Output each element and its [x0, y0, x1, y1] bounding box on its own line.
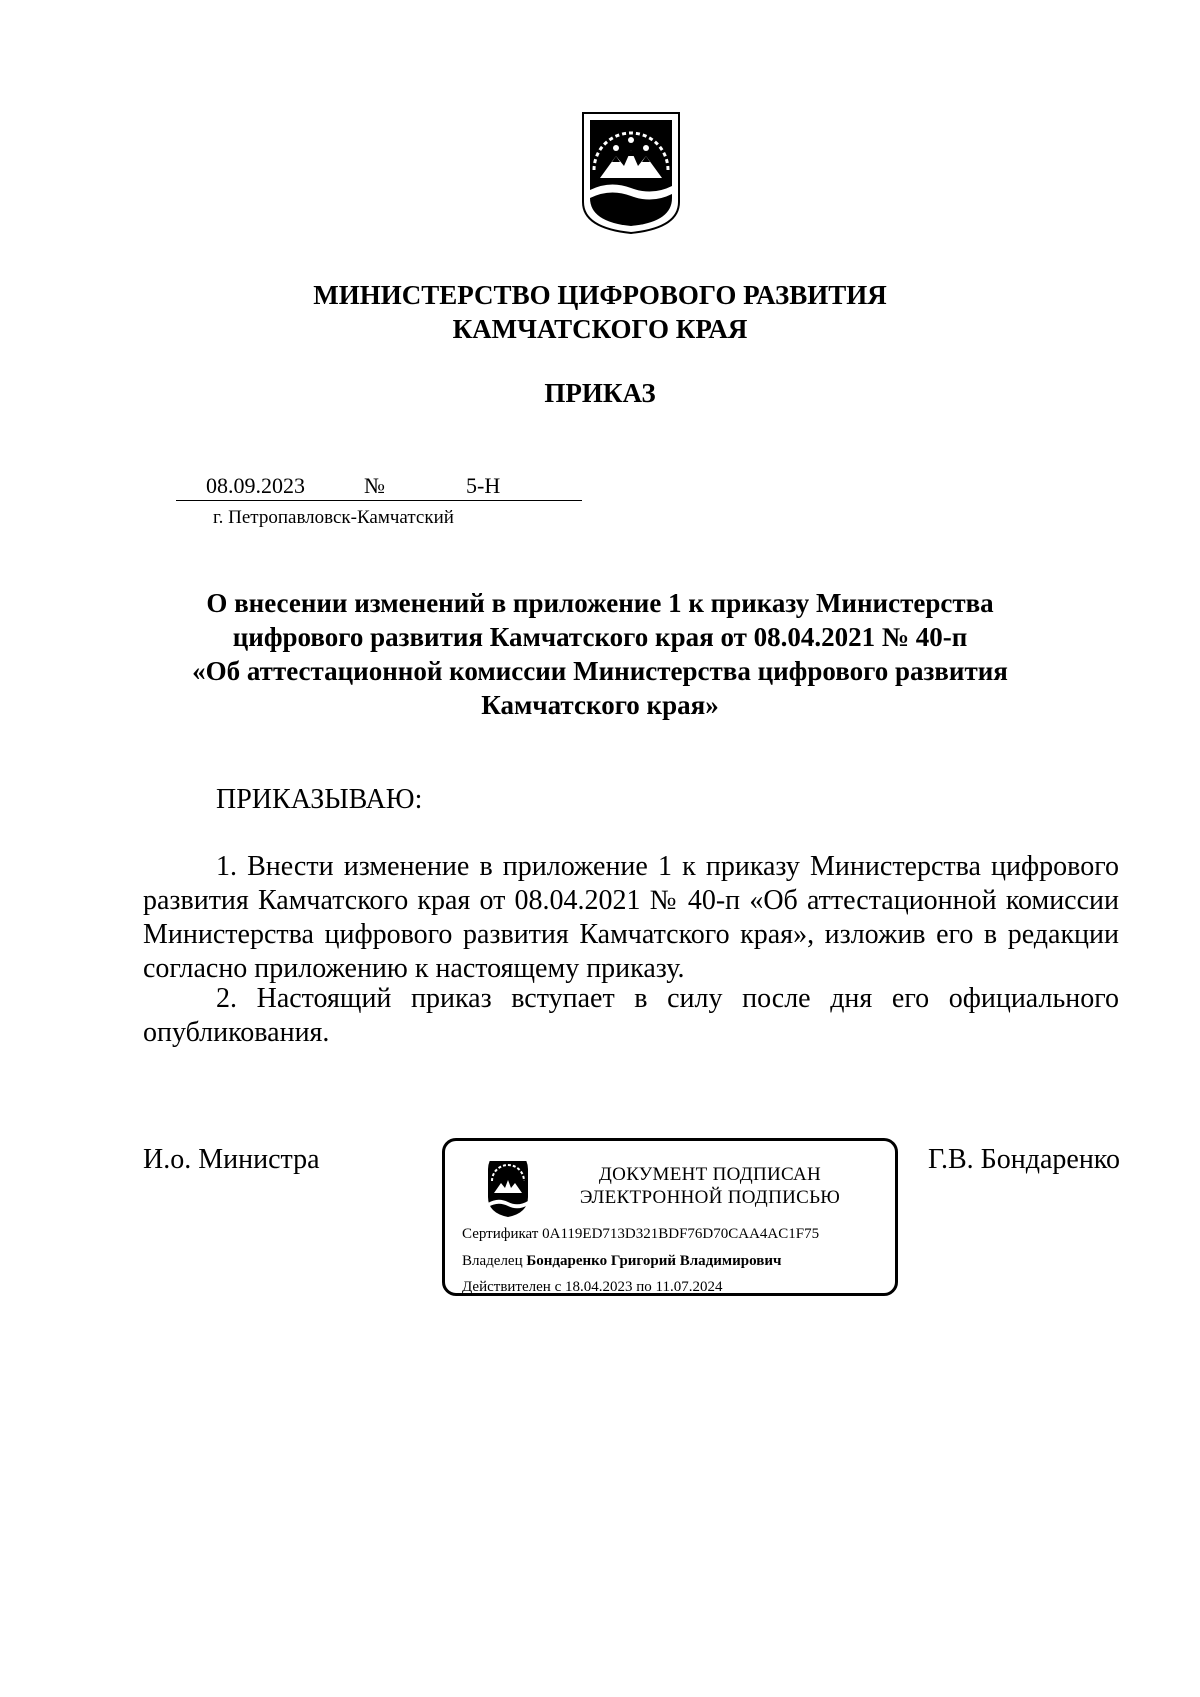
title-line4: Камчатского края» — [481, 690, 719, 720]
stamp-validity — [462, 1279, 722, 1296]
title-line1: О внесении изменений в приложение 1 к приказу Министерства — [206, 588, 994, 618]
document-number: 5-Н — [466, 473, 501, 498]
document-city: г. Петропавловск-Камчатский — [213, 507, 454, 528]
owner-value: Бондаренко Григорий Владимирович — [526, 1253, 782, 1269]
electronic-signature-stamp — [442, 1138, 898, 1296]
valid-from: 18.04.2023 — [564, 1279, 633, 1295]
signatory-position: И.о. Министра — [143, 1144, 320, 1175]
stamp-header — [555, 1163, 865, 1209]
order-word: ПРИКАЗЫВАЮ: — [216, 784, 423, 815]
document-type: ПРИКАЗ — [544, 378, 656, 408]
stamp-header-line2: ЭЛЕКТРОННОЙ ПОДПИСЬЮ — [579, 1187, 841, 1208]
document-date: 08.09.2023 — [206, 473, 305, 498]
paragraph-1: 1. Внести изменение в приложение 1 к приказу Министерства цифрового развития Камчатского края от 08.04.2021 № 40-п «Об аттестационной комиссии Министерства цифрового развития Камчатского края», изложив его в редакции согласно приложению к настоящему приказу. — [143, 851, 1119, 984]
cert-label: Сертификат — [462, 1226, 539, 1242]
signatory-name: Г.В. Бондаренко — [927, 1144, 1120, 1175]
stamp-owner — [462, 1253, 781, 1270]
paragraph-2: 2. Настоящий приказ вступает в силу после дня его официального опубликования. — [143, 983, 1119, 1048]
title-line3: «Об аттестационной комиссии Министерства цифрового развития — [192, 656, 1008, 686]
valid-to: 11.07.2024 — [655, 1279, 723, 1295]
stamp-header-line1: ДОКУМЕНТ ПОДПИСАН — [598, 1164, 822, 1185]
coat-of-arms-icon — [483, 1161, 533, 1221]
ministry-name-line2: КАМЧАТСКОГО КРАЯ — [452, 314, 748, 344]
valid-to-word: по — [636, 1279, 652, 1295]
valid-label: Действителен — [462, 1279, 551, 1295]
owner-label: Владелец — [462, 1253, 523, 1269]
cert-value: 0А119ЕD713D321BDF76D70CAA4AC1F75 — [542, 1226, 820, 1242]
kamchatka-coat-of-arms-icon — [580, 110, 682, 236]
meta-underline — [176, 500, 582, 501]
stamp-certificate — [462, 1226, 819, 1243]
valid-from-word: с — [554, 1279, 562, 1295]
ministry-name — [0, 278, 1200, 346]
title-line2: цифрового развития Камчатского края от 08.04.2021 № 40-п — [232, 622, 968, 652]
number-sign: № — [364, 473, 385, 498]
ministry-name-line1: МИНИСТЕРСТВО ЦИФРОВОГО РАЗВИТИЯ — [313, 280, 887, 310]
document-title — [0, 586, 1200, 722]
